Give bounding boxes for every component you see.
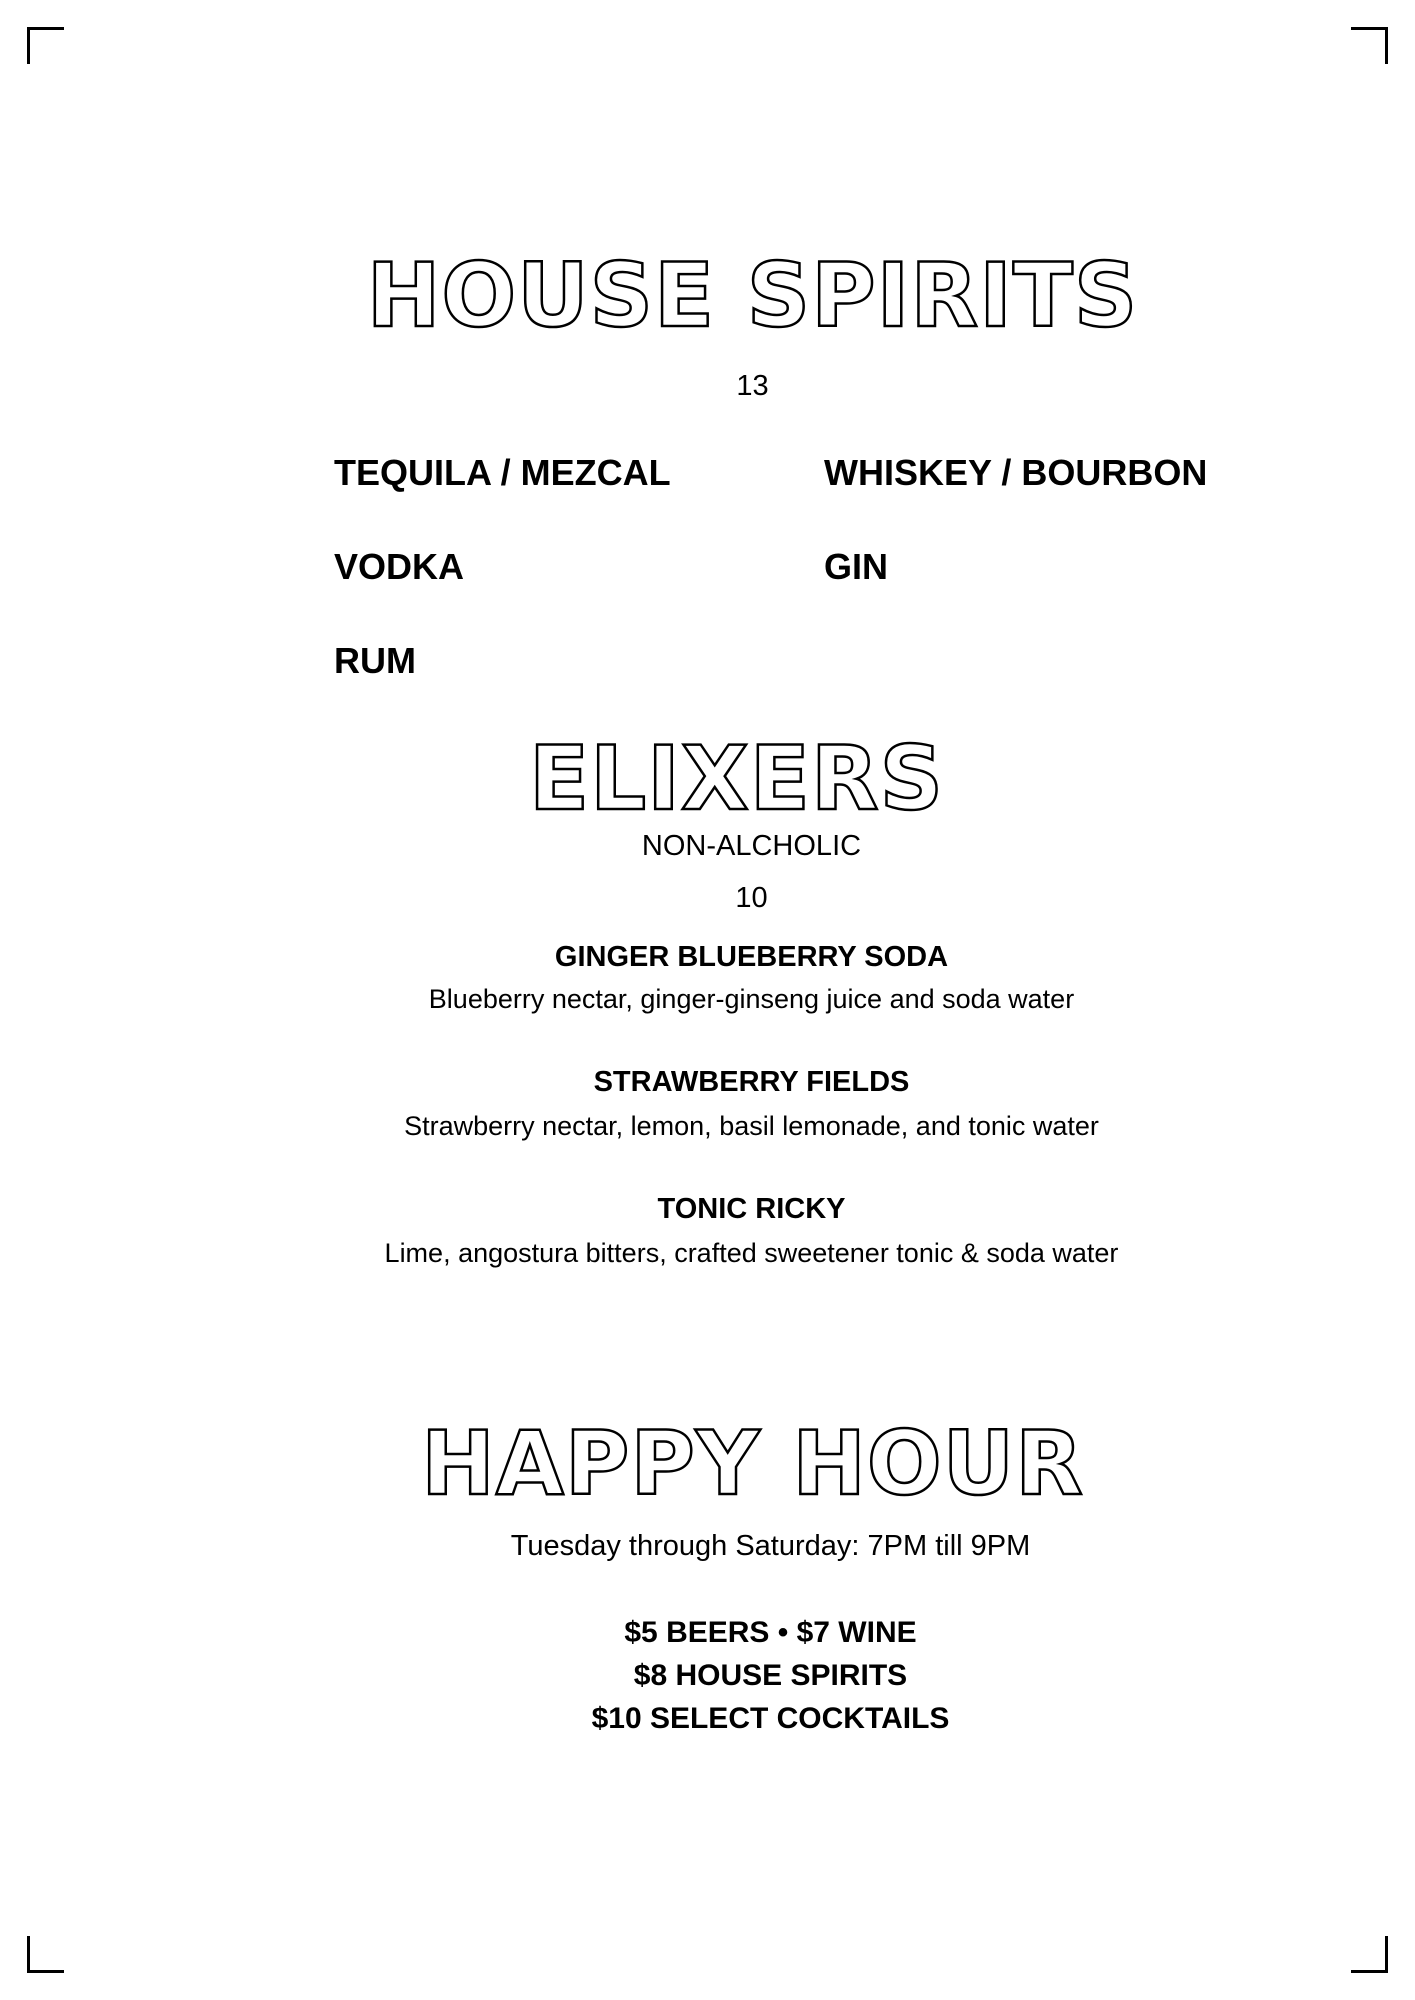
elixers-price: 10 [735,882,768,914]
happy-hour-deal: $8 HOUSE SPIRITS [633,1659,908,1692]
drink-name: TONIC RICKY [657,1193,846,1225]
elixers-subtitle: NON-ALCHOLIC [641,830,862,862]
spirit-vodka: VODKA [334,546,465,587]
happy-hour-deal: $5 BEERS • $7 WINE [624,1616,917,1649]
spirit-whiskey-bourbon: WHISKEY / BOURBON [824,452,1208,493]
spirit-gin: GIN [824,546,889,587]
happy-hour-title: HAPPY HOUR [421,1412,1084,1515]
drink-description: Lime, angostura bitters, crafted sweetener tonic & soda water [384,1238,1119,1268]
drink-name: GINGER BLUEBERRY SODA [554,941,949,973]
happy-hour-deal: $10 SELECT COCKTAILS [591,1702,950,1735]
drink-description: Strawberry nectar, lemon, basil lemonade, and tonic water [404,1111,1099,1141]
spirit-tequila-mezcal: TEQUILA / MEZCAL [334,452,671,493]
spirit-rum: RUM [334,640,416,681]
house-spirits-title: HOUSE SPIRITS [366,244,1139,347]
house-spirits-price: 13 [736,370,769,402]
corner-mark-bottom-right [1351,1936,1388,1973]
corner-mark-bottom-left [27,1936,64,1973]
elixers-title: ELIXERS [528,727,945,830]
corner-mark-top-left [27,27,64,64]
drink-name: STRAWBERRY FIELDS [593,1066,910,1098]
happy-hour-schedule: Tuesday through Saturday: 7PM till 9PM [510,1530,1031,1562]
corner-mark-top-right [1351,27,1388,64]
drink-description: Blueberry nectar, ginger-ginseng juice and soda water [428,984,1075,1014]
